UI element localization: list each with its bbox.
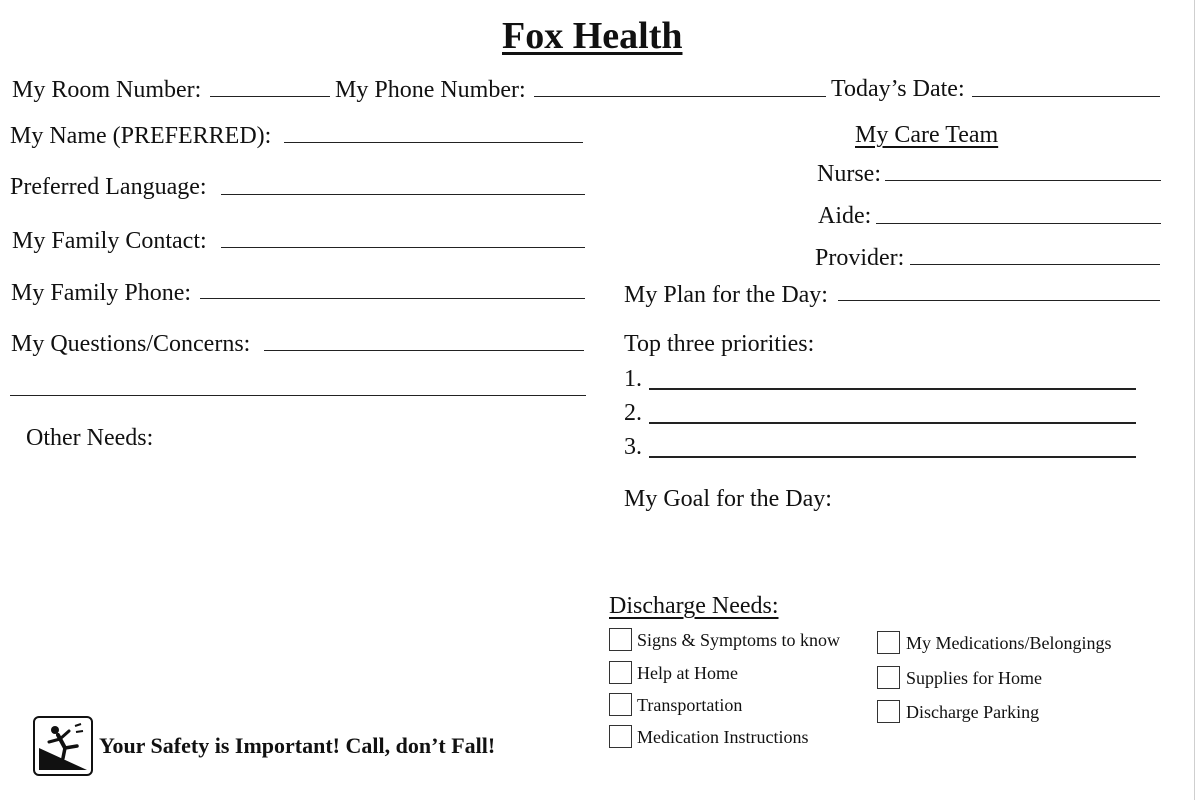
room-number-label: My Room Number: (12, 77, 202, 103)
care-team-heading: My Care Team (855, 122, 999, 148)
discharge-parking-label: Discharge Parking (906, 702, 1040, 722)
page-edge-rule (1194, 0, 1195, 800)
priority-field-1[interactable] (649, 388, 1136, 390)
transportation-label: Transportation (637, 695, 743, 715)
preferred-language-field[interactable] (221, 194, 585, 195)
preferred-name-field[interactable] (284, 142, 583, 143)
nurse-field[interactable] (885, 180, 1161, 181)
priority-number-2: 2. (624, 400, 642, 426)
plan-for-day-label: My Plan for the Day: (624, 282, 828, 308)
checkbox-supplies-for-home[interactable] (877, 666, 900, 689)
provider-label: Provider: (815, 245, 905, 271)
priority-number-1: 1. (624, 366, 642, 392)
nurse-label: Nurse: (817, 161, 881, 187)
questions-concerns-field[interactable] (264, 350, 584, 351)
discharge-needs-heading: Discharge Needs: (609, 593, 779, 619)
provider-field[interactable] (910, 264, 1160, 265)
supplies-for-home-label: Supplies for Home (906, 668, 1042, 688)
questions-concerns-label: My Questions/Concerns: (11, 331, 251, 357)
priority-number-3: 3. (624, 434, 642, 460)
goal-for-day-label: My Goal for the Day: (624, 486, 832, 512)
aide-label: Aide: (818, 203, 872, 229)
priorities-heading: Top three priorities: (624, 331, 815, 357)
todays-date-label: Today’s Date: (831, 76, 965, 102)
signs-symptoms-label: Signs & Symptoms to know (637, 630, 841, 650)
phone-number-field[interactable] (534, 96, 826, 97)
family-phone-field[interactable] (200, 298, 585, 299)
other-needs-label: Other Needs: (26, 425, 154, 451)
todays-date-field[interactable] (972, 96, 1160, 97)
checkbox-help-at-home[interactable] (609, 661, 632, 684)
help-at-home-label: Help at Home (637, 663, 738, 683)
checkbox-medication-instructions[interactable] (609, 725, 632, 748)
slip-fall-warning-icon (33, 716, 93, 776)
preferred-name-label: My Name (PREFERRED): (10, 123, 272, 149)
checkbox-transportation[interactable] (609, 693, 632, 716)
safety-message: Your Safety is Important! Call, don’t Fall! (99, 733, 496, 758)
family-contact-label: My Family Contact: (12, 228, 207, 254)
family-phone-label: My Family Phone: (11, 280, 192, 306)
priority-field-3[interactable] (649, 456, 1136, 458)
checkbox-discharge-parking[interactable] (877, 700, 900, 723)
medication-instructions-label: Medication Instructions (637, 727, 809, 747)
medications-belongings-label: My Medications/Belongings (906, 633, 1112, 653)
family-contact-field[interactable] (221, 247, 585, 248)
checkbox-medications-belongings[interactable] (877, 631, 900, 654)
priority-field-2[interactable] (649, 422, 1136, 424)
preferred-language-label: Preferred Language: (10, 174, 207, 200)
aide-field[interactable] (876, 223, 1161, 224)
room-number-field[interactable] (210, 96, 330, 97)
questions-concerns-field-line-2[interactable] (10, 395, 586, 396)
phone-number-label: My Phone Number: (335, 77, 526, 103)
page-title: Fox Health (502, 15, 683, 57)
checkbox-signs-symptoms[interactable] (609, 628, 632, 651)
plan-for-day-field[interactable] (838, 300, 1160, 301)
